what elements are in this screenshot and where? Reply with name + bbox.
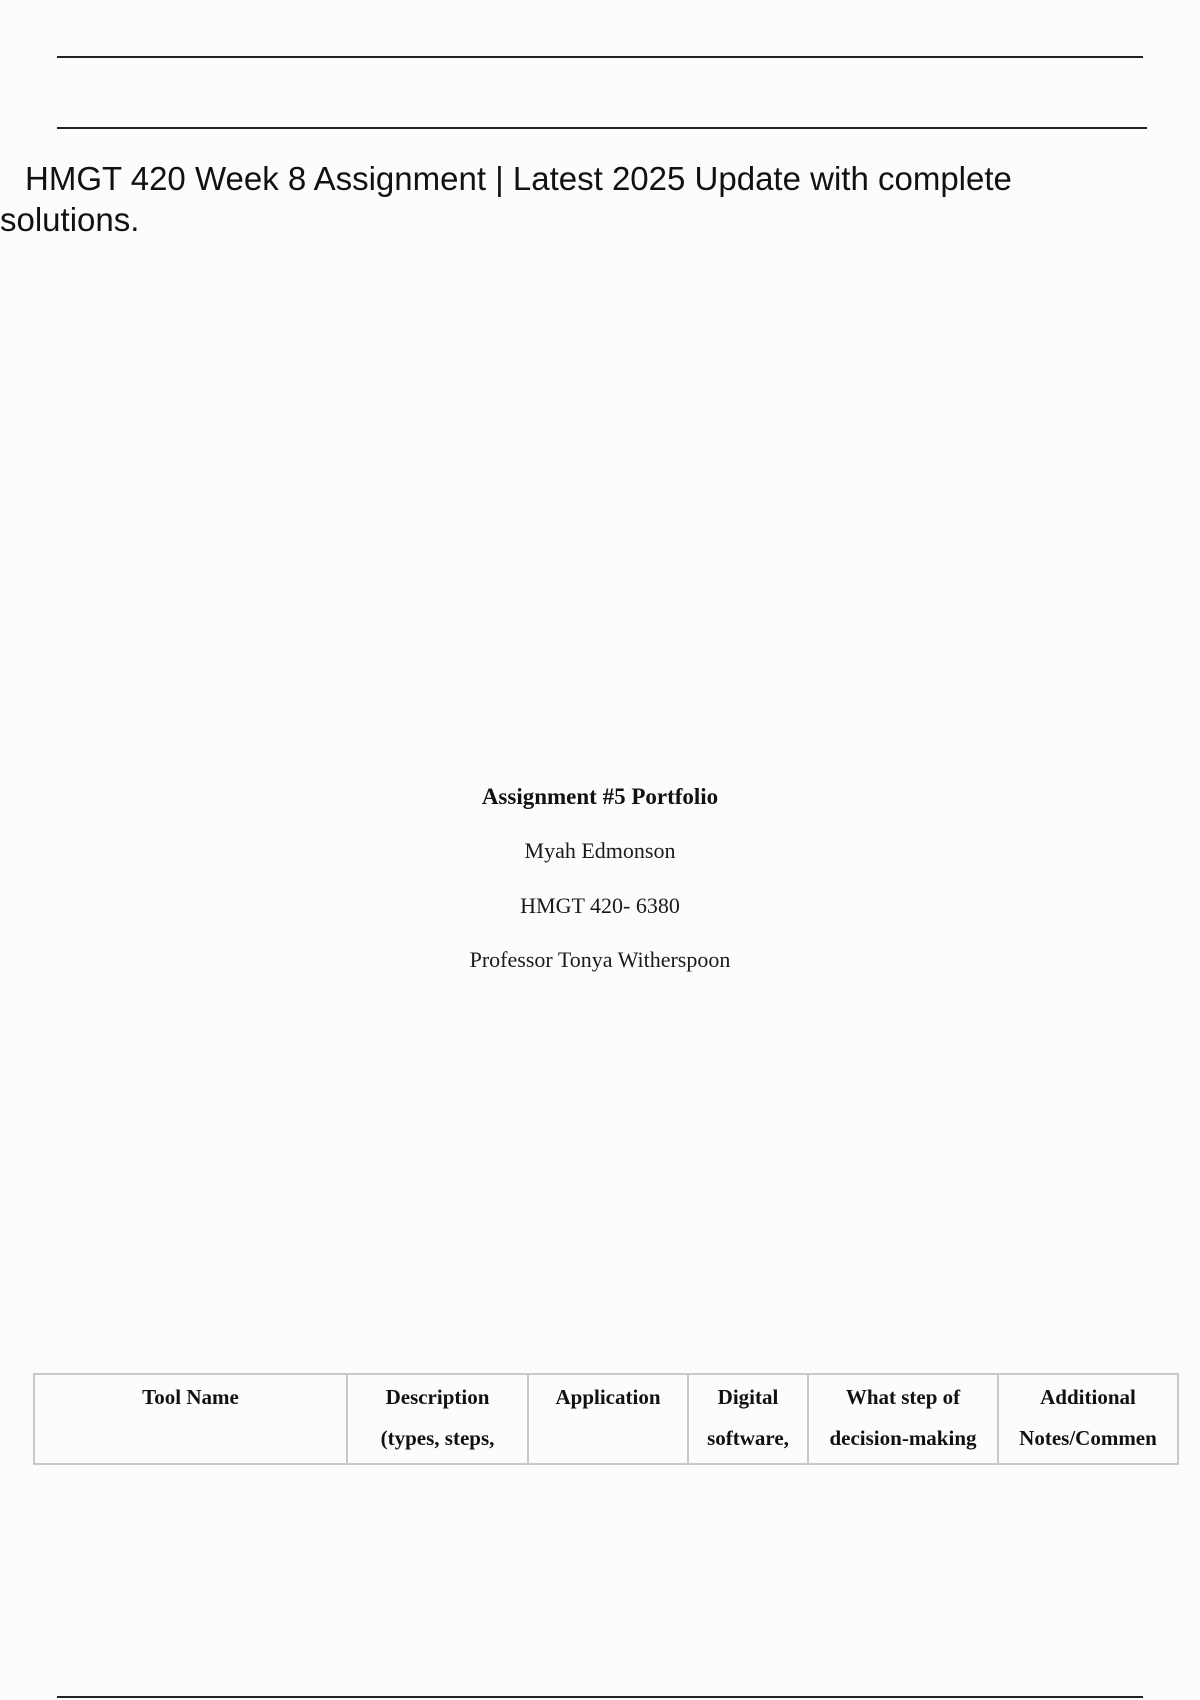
- table-header-cell: [808, 1374, 998, 1464]
- table-header-cell: [688, 1374, 808, 1464]
- header-line: decision-making: [829, 1426, 977, 1450]
- header-line: Notes/Commen: [1019, 1426, 1157, 1450]
- header-line: software,: [707, 1426, 789, 1450]
- header-line: (types, steps,: [380, 1426, 495, 1450]
- portfolio-table: [33, 1373, 1179, 1465]
- cover-professor: Professor Tonya Witherspoon: [469, 947, 731, 972]
- table-header-cell: [998, 1374, 1178, 1464]
- footer-rule: [57, 1696, 1143, 1698]
- header-line: Digital: [717, 1385, 779, 1409]
- header-line: Description: [385, 1385, 490, 1409]
- header-line: Application: [555, 1385, 661, 1409]
- top-rule: [57, 56, 1143, 58]
- header-line: [535, 1418, 681, 1459]
- header-rule: [57, 127, 1147, 129]
- header-line: [41, 1418, 340, 1459]
- header-line: Additional: [1040, 1385, 1136, 1409]
- cover-author: Myah Edmonson: [524, 838, 676, 863]
- cover-course: HMGT 420- 6380: [520, 893, 680, 918]
- page-title: HMGT 420 Week 8 Assignment | Latest 2025 Update with complete solutions.: [0, 160, 1012, 238]
- header-line: What step of: [845, 1385, 961, 1409]
- table-header-row: [34, 1374, 1178, 1464]
- cover-title: Assignment #5 Portfolio: [481, 784, 719, 809]
- header-line: Tool Name: [142, 1385, 239, 1409]
- table-header-cell: [528, 1374, 688, 1464]
- table-header-cell: [347, 1374, 528, 1464]
- table-header-cell: [34, 1374, 347, 1464]
